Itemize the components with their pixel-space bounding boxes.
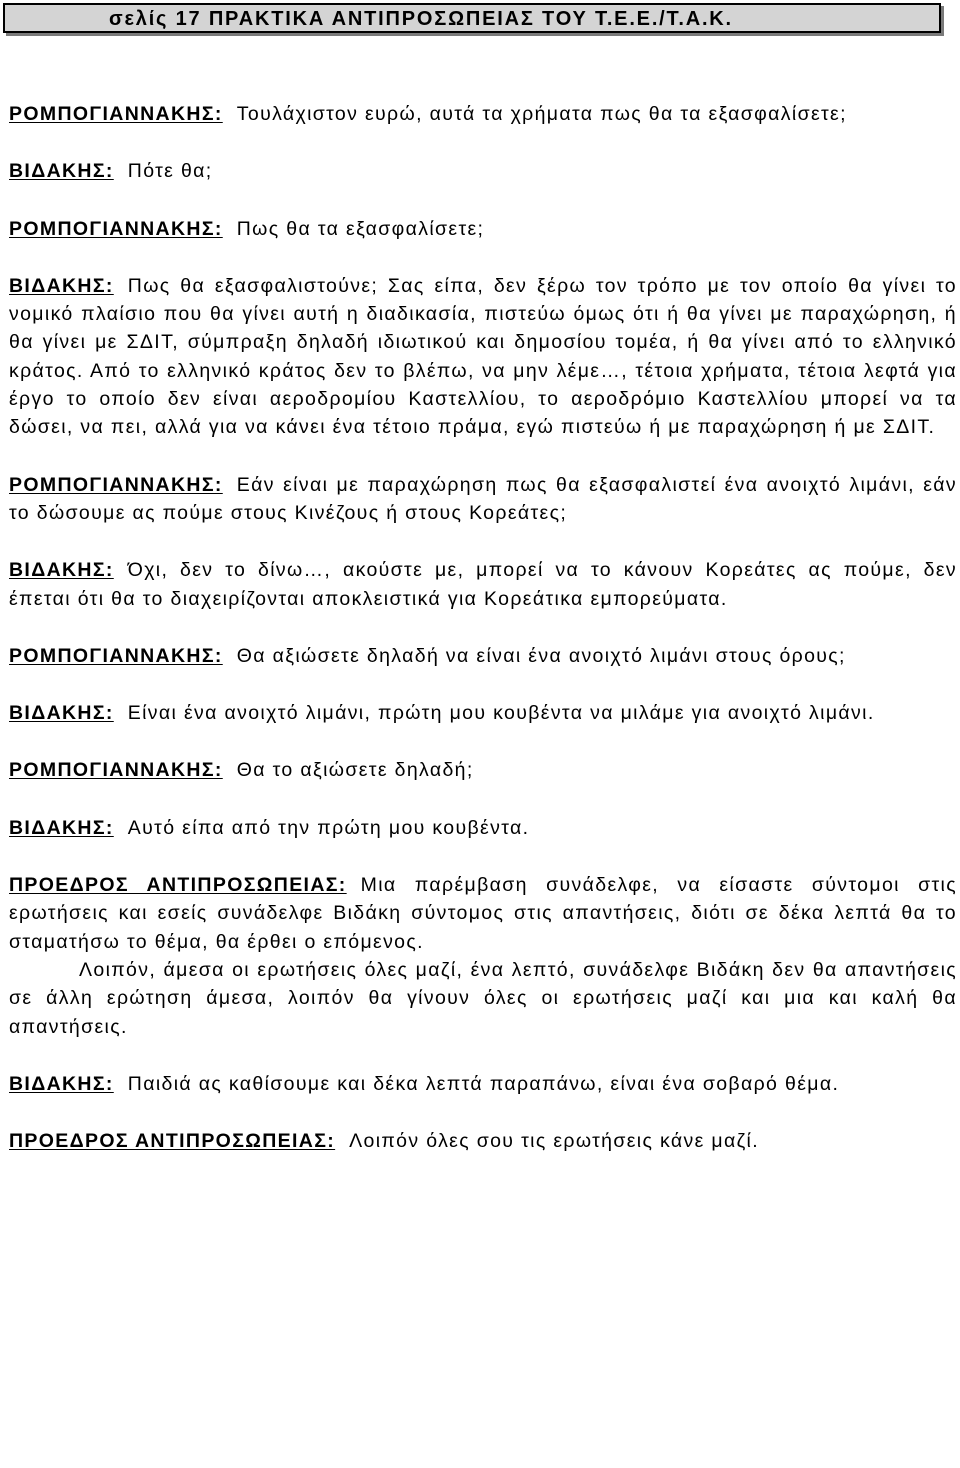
paragraph-text: Πως θα εξασφαλιστούνε; Σας είπα, δεν ξέρω τον τρόπο με τον οποίο θα γίνει το νομικό πλαίσιο που θα γίνει αυτή η διαδικασία, πιστεύω όμως ότι ή θα γίνει με παραχώρηση, ή θα γίνει με ΣΔΙΤ, σύμπραξη δηλαδή ιδιωτικού και δημοσίου τομέα, ή θα γίνει από το ελληνικό κράτος. Από το ελληνικό κράτος δεν το βλέπω, να μην λέμε…, τέτοια χρήματα, τέτοια λεφτά για έργο το οποίο δεν είναι αεροδρομίου Καστελλίου, το αεροδρόμιο Καστελλίου μπορεί να τα δώσει, να πει, αλλά για να κάνει ένα τέτοιο πράμα, εγώ πιστεύω ή με παραχώρηση ή με ΣΔΙΤ. — [9, 274, 957, 439]
transcript-paragraph — [9, 699, 957, 727]
speaker-label: ΒΙΔΑΚΗΣ: — [9, 1072, 114, 1095]
transcript-paragraph — [9, 471, 957, 528]
transcript-paragraph — [9, 157, 957, 185]
paragraph-text: Είναι ένα ανοιχτό λιμάνι, πρώτη μου κουβέντα να μιλάμε για ανοιχτό λιμάνι. — [127, 702, 875, 725]
speaker-label: ΒΙΔΑΚΗΣ: — [9, 274, 114, 297]
transcript-paragraph — [9, 272, 957, 442]
paragraph-text: Πως θα τα εξασφαλίσετε; — [236, 217, 485, 240]
speaker-label: ΡΟΜΠΟΓΙΑΝΝΑΚΗΣ: — [9, 103, 223, 125]
speaker-label: ΒΙΔΑΚΗΣ: — [9, 559, 114, 582]
speaker-label: ΡΟΜΠΟΓΙΑΝΝΑΚΗΣ: — [9, 217, 223, 240]
transcript-paragraph — [9, 642, 957, 670]
transcript-body — [9, 100, 957, 1184]
paragraph-text: Εάν είναι με παραχώρηση πως θα εξασφαλιστεί ένα ανοιχτό λιμάνι, εάν το δώσουμε ας πούμε στους Κινέζους ή στους Κορεάτες; — [9, 473, 957, 524]
transcript-paragraph — [9, 1070, 957, 1098]
paragraph-text: Λοιπόν όλες σου τις ερωτήσεις κάνε μαζί. — [349, 1130, 759, 1153]
paragraph-text: Πότε θα; — [127, 160, 213, 183]
page-header-bar — [3, 3, 941, 33]
transcript-paragraph — [9, 814, 957, 842]
paragraph-text: Παιδιά ας καθίσουμε και δέκα λεπτά παραπάνω, είναι ένα σοβαρό θέμα. — [127, 1072, 840, 1095]
transcript-paragraph — [9, 556, 957, 613]
paragraph-text: Τουλάχιστον ευρώ, αυτά τα χρήματα πως θα τα εξασφαλίσετε; — [236, 103, 847, 125]
speaker-label: ΒΙΔΑΚΗΣ: — [9, 702, 114, 725]
paragraph-text: Αυτό είπα από την πρώτη μου κουβέντα. — [127, 816, 530, 839]
paragraph-text: Λοιπόν, άμεσα οι ερωτήσεις όλες μαζί, ένα λεπτό, συνάδελφε Βιδάκη δεν θα απαντήσεις σε άλλη ερώτηση άμεσα, λοιπόν θα γίνουν όλες οι ερωτήσεις μαζί και μια και καλή θα απαντήσεις. — [9, 958, 957, 1038]
transcript-paragraph — [9, 756, 957, 784]
transcript-paragraph-continued — [9, 956, 957, 1041]
speaker-label: ΒΙΔΑΚΗΣ: — [9, 160, 114, 183]
speaker-label: ΡΟΜΠΟΓΙΑΝΝΑΚΗΣ: — [9, 759, 223, 782]
speaker-label: ΠΡΟΕΔΡΟΣ ΑΝΤΙΠΡΟΣΩΠΕΙΑΣ: — [9, 1130, 336, 1153]
speaker-label: ΡΟΜΠΟΓΙΑΝΝΑΚΗΣ: — [9, 473, 223, 496]
paragraph-text: Θα αξιώσετε δηλαδή να είναι ένα ανοιχτό λιμάνι στους όρους; — [236, 644, 846, 667]
transcript-paragraph — [9, 215, 957, 243]
paragraph-text: Όχι, δεν το δίνω…, ακούστε με, μπορεί να το κάνουν Κορεάτες ας πούμε, δεν έπεται ότι θα το διαχειρίζονται αποκλειστικά για Κορεάτικα εμπορεύματα. — [9, 559, 957, 610]
paragraph-text: Μια παρέμβαση συνάδελφε, να είσαστε σύντομοι στις ερωτήσεις και εσείς συνάδελφε Βιδάκη σύντομος στις απαντήσεις, διότι σε δέκα λεπτά θα το σταματήσω το θέμα, θα έρθει ο επόμενος. — [9, 874, 957, 953]
transcript-paragraph — [9, 1127, 957, 1155]
transcript-paragraph — [9, 871, 957, 956]
speaker-label: ΒΙΔΑΚΗΣ: — [9, 816, 114, 839]
paragraph-text: Θα το αξιώσετε δηλαδή; — [236, 759, 474, 782]
speaker-label: ΠΡΟΕΔΡΟΣ ΑΝΤΙΠΡΟΣΩΠΕΙΑΣ: — [9, 874, 347, 897]
page-header-title: σελίς 17 ΠΡΑΚΤΙΚΑ ΑΝΤΙΠΡΟΣΩΠΕΙΑΣ ΤΟΥ Τ.Ε.Ε./Τ.Α.Κ. — [109, 8, 733, 30]
transcript-paragraph — [9, 100, 957, 128]
speaker-label: ΡΟΜΠΟΓΙΑΝΝΑΚΗΣ: — [9, 644, 223, 667]
